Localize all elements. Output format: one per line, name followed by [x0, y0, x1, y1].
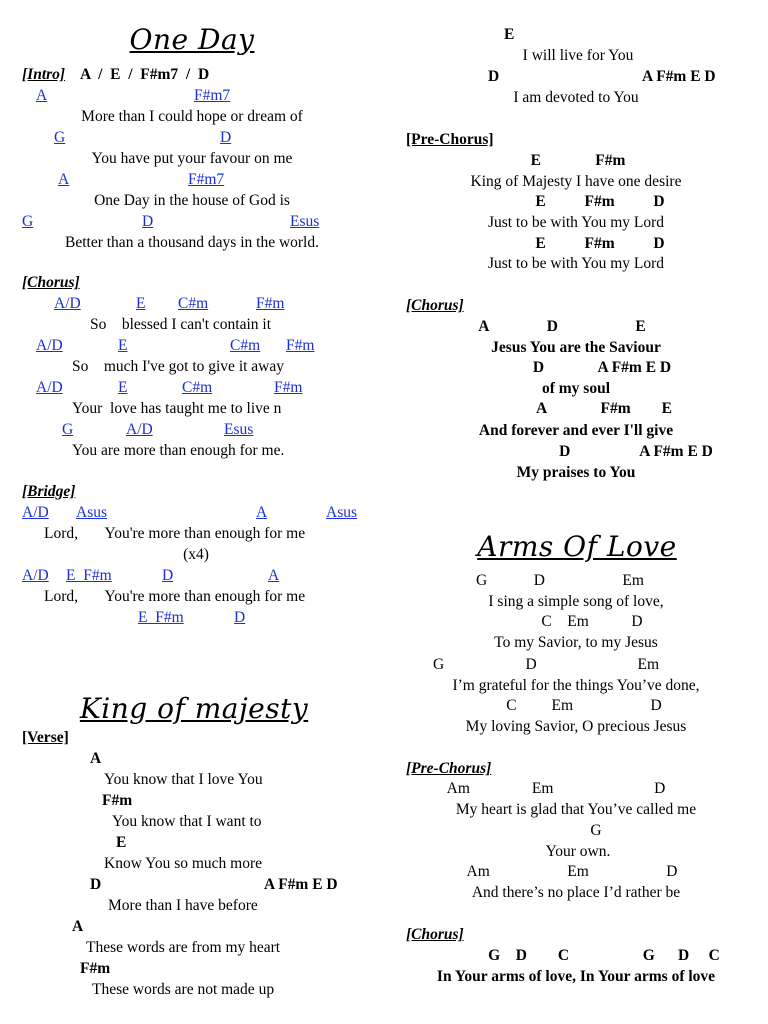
chord-text: G D C G D C	[488, 947, 720, 964]
lyric-line: More than I could hope or dream of	[81, 108, 303, 125]
chord-link[interactable]: D	[220, 129, 232, 146]
chord-link[interactable]: E	[118, 337, 128, 354]
lyric-line: I will live for You	[522, 47, 634, 64]
lyric-line: And there’s no place I’d rather be	[471, 884, 681, 901]
chord-link[interactable]: F#m	[274, 379, 303, 396]
chord-text: E F#m D	[535, 193, 665, 210]
lyric-line: To my Savior, to my Jesus	[494, 634, 658, 651]
section-prechorus-label: [Pre-Chorus]	[406, 760, 492, 777]
chord-text: E	[116, 834, 127, 851]
lyric-line: You are more than enough for me.	[72, 442, 285, 459]
chord-link[interactable]: G	[62, 421, 74, 438]
chord-text: E F#m D	[535, 235, 665, 252]
chord-link[interactable]: A/D	[126, 421, 153, 438]
chord-link[interactable]: A	[256, 504, 268, 521]
chord-link[interactable]: F#m7	[194, 87, 231, 104]
chord-link[interactable]: Asus	[326, 504, 358, 521]
chord-link[interactable]: Esus	[290, 213, 320, 230]
lyric-line: King of Majesty I have one desire	[470, 173, 682, 190]
lyric-line: One Day in the house of God is	[94, 192, 290, 209]
lyric-line: Your own.	[545, 843, 611, 860]
chord-text: Am Em D	[446, 780, 666, 797]
section-bridge-label: [Bridge]	[22, 483, 76, 500]
chord-text: A F#m E	[535, 400, 673, 417]
chord-link[interactable]: D	[234, 609, 246, 626]
lyric-line: You have put your favour on me	[91, 150, 293, 167]
lyric-line: You know that I want to	[112, 813, 262, 830]
lyric-line: My praises to You	[516, 464, 636, 481]
chord-link[interactable]: A/D	[36, 337, 63, 354]
title-one-day: One Day	[129, 23, 255, 56]
lyric-line: More than I have before	[108, 897, 258, 914]
lyric-line: Just to be with You my Lord	[487, 255, 665, 272]
chord-link[interactable]: G	[54, 129, 66, 146]
section-chorus-label: [Chorus]	[406, 297, 464, 314]
chord-text: G D Em	[432, 656, 660, 673]
chord-text: A F#m E D	[642, 68, 716, 85]
chord-text: A F#m E D	[264, 876, 338, 893]
lyric-line: So blessed I can't contain it	[90, 316, 272, 333]
chord-link[interactable]: A/D	[22, 504, 49, 521]
chord-link[interactable]: F#m	[256, 295, 285, 312]
lyric-line: Lord, You're more than enough for me	[44, 588, 306, 605]
lyric-line: These words are from my heart	[86, 939, 281, 956]
lyric-line: Jesus You are the Saviour	[491, 339, 661, 356]
chord-text: A D E	[478, 318, 646, 335]
lyric-line: Just to be with You my Lord	[487, 214, 665, 231]
section-chorus-label: [Chorus]	[406, 926, 464, 943]
chord-link[interactable]: A	[36, 87, 48, 104]
repeat-marker: (x4)	[183, 546, 209, 563]
chord-link[interactable]: E F#m	[66, 567, 112, 584]
lyric-line: Better than a thousand days in the world.	[65, 234, 319, 251]
chord-text: A	[90, 750, 102, 767]
chord-link[interactable]: Asus	[76, 504, 108, 521]
chord-text: Am Em D	[466, 863, 678, 880]
chord-link[interactable]: F#m7	[188, 171, 225, 188]
section-verse-label: [Verse]	[22, 729, 69, 746]
lyric-line: Lord, You're more than enough for me	[44, 525, 306, 542]
lyric-line: You know that I love You	[104, 771, 263, 788]
lyric-line: Your love has taught me to live n	[72, 400, 282, 417]
section-chorus-label: [Chorus]	[22, 274, 80, 291]
chord-text: G D Em	[476, 572, 644, 589]
lyric-line: I sing a simple song of love,	[488, 593, 664, 610]
lyric-line: of my soul	[541, 380, 611, 397]
chord-link[interactable]: A/D	[54, 295, 81, 312]
chord-link[interactable]: C#m	[178, 295, 209, 312]
chord-text: D	[488, 68, 500, 85]
title-arms-of-love: Arms Of Love	[477, 530, 677, 563]
chord-link[interactable]: D	[142, 213, 154, 230]
chord-link[interactable]: D	[162, 567, 174, 584]
chord-text: D	[90, 876, 102, 893]
lyric-line: So much I've got to give it away	[72, 358, 285, 375]
lyric-line: Know You so much more	[104, 855, 263, 872]
lyric-line: And forever and ever I'll give	[478, 422, 674, 439]
chord-text: G	[590, 822, 602, 839]
section-intro-label: [Intro]	[22, 66, 66, 83]
chord-text: D A F#m E D	[559, 443, 713, 460]
chord-link[interactable]: G	[22, 213, 34, 230]
chord-link[interactable]: E F#m	[138, 609, 184, 626]
chord-link[interactable]: E	[136, 295, 146, 312]
chord-link[interactable]: A/D	[22, 567, 49, 584]
chord-text: C Em D	[506, 697, 662, 714]
intro-chords: A / E / F#m7 / D	[80, 66, 210, 83]
chord-text: D A F#m E D	[532, 359, 672, 376]
chord-link[interactable]: E	[118, 379, 128, 396]
chord-link[interactable]: C#m	[230, 337, 261, 354]
lyric-line: I’m grateful for the things You’ve done,	[452, 677, 700, 694]
lyric-line: My loving Savior, O precious Jesus	[465, 718, 687, 735]
chord-text: F#m	[80, 960, 111, 977]
chord-link[interactable]: A/D	[36, 379, 63, 396]
chord-link[interactable]: A	[58, 171, 70, 188]
chord-link[interactable]: C#m	[182, 379, 213, 396]
chord-text: E F#m	[530, 152, 626, 169]
chord-link[interactable]: A	[268, 567, 280, 584]
chord-text: E	[504, 26, 515, 43]
chord-link[interactable]: F#m	[286, 337, 315, 354]
chord-text: A	[72, 918, 84, 935]
lyric-line: My heart is glad that You’ve called me	[455, 801, 697, 818]
title-king-of-majesty: King of majesty	[79, 692, 309, 725]
section-prechorus-label: [Pre-Chorus]	[406, 131, 494, 148]
lyric-line: I am devoted to You	[513, 89, 639, 106]
lyric-line: These words are not made up	[92, 981, 275, 998]
chord-text: F#m	[102, 792, 133, 809]
chord-text: C Em D	[541, 613, 643, 630]
chord-link[interactable]: Esus	[224, 421, 254, 438]
lyric-line: In Your arms of love, In Your arms of love	[436, 968, 716, 985]
